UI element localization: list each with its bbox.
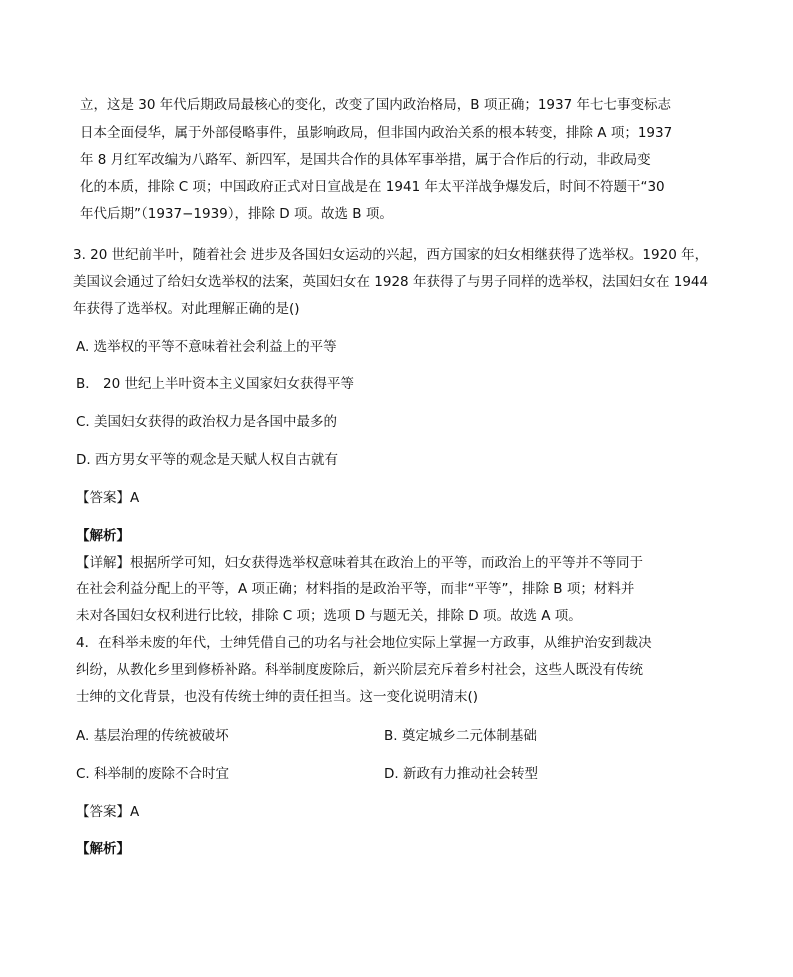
- explanation-line: 日本全面侵华，属于外部侵略事件，虽影响政局，但非国内政治关系的根本转变，排除 A 项；1937: [80, 125, 673, 141]
- question-3-analysis-line: 【详解】根据所学可知，妇女获得选举权意味着其在政治上的平等，而政治上的平等并不等同于: [76, 555, 643, 571]
- question-4-stem: 4．在科举未废的年代，士绅凭借自己的功名与社会地位实际上掌握一方政事，从维护治安到裁决: [76, 635, 652, 651]
- question-3-answer: 【答案】A: [76, 490, 140, 506]
- question-3-stem: 年获得了选举权。对此理解正确的是(): [73, 301, 300, 317]
- question-3-option-b: B． 20 世纪上半叶资本主义国家妇女获得平等: [76, 376, 355, 392]
- question-3-analysis-line: 未对各国妇女权利进行比较，排除 C 项；选项 D 与题无关，排除 D 项。故选 A 项。: [76, 608, 582, 624]
- explanation-line: 年 8 月红军改编为八路军、新四军，是国共合作的具体军事举措，属于合作后的行动，非政局变: [80, 152, 651, 168]
- question-4-option-b: B. 奠定城乡二元体制基础: [384, 728, 537, 744]
- question-3-option-a: A. 选举权的平等不意味着社会利益上的平等: [76, 339, 337, 355]
- question-4-answer: 【答案】A: [76, 804, 140, 820]
- question-4-analysis-label: 【解析】: [76, 841, 130, 857]
- question-4-option-d: D. 新政有力推动社会转型: [384, 766, 538, 782]
- explanation-line: 年代后期”（1937−1939），排除 D 项。故选 B 项。: [80, 206, 393, 222]
- question-3-option-c: C. 美国妇女获得的政治权力是各国中最多的: [76, 414, 338, 430]
- question-4-stem: 纠纷，从教化乡里到修桥补路。科举制度废除后，新兴阶层充斥着乡村社会，这些人既没有传统: [76, 662, 643, 678]
- question-4-option-a: A. 基层治理的传统被破坏: [76, 728, 229, 744]
- question-3-stem: 3. 20 世纪前半叶，随着社会 进步及各国妇女运动的兴起，西方国家的妇女相继获得了选举权。1920 年，: [73, 247, 709, 263]
- question-4-option-c: C. 科举制的废除不合时宜: [76, 766, 230, 782]
- question-4-stem: 士绅的文化背景，也没有传统士绅的责任担当。这一变化说明清末(): [76, 689, 479, 705]
- explanation-line: 立，这是 30 年代后期政局最核心的变化，改变了国内政治格局，B 项正确；1937 年七七事变标志: [80, 97, 671, 113]
- question-3-analysis-label: 【解析】: [76, 528, 130, 544]
- question-3-analysis-line: 在社会利益分配上的平等，A 项正确；材料指的是政治平等，而非“平等”，排除 B 项；材料并: [76, 581, 635, 597]
- question-3-stem: 美国议会通过了给妇女选举权的法案，英国妇女在 1928 年获得了与男子同样的选举权，法国妇女在 1944: [73, 274, 709, 290]
- question-3-option-d: D. 西方男女平等的观念是天赋人权自古就有: [76, 452, 338, 468]
- explanation-line: 化的本质，排除 C 项；中国政府正式对日宣战是在 1941 年太平洋战争爆发后，时间不符题干“30: [80, 179, 665, 195]
